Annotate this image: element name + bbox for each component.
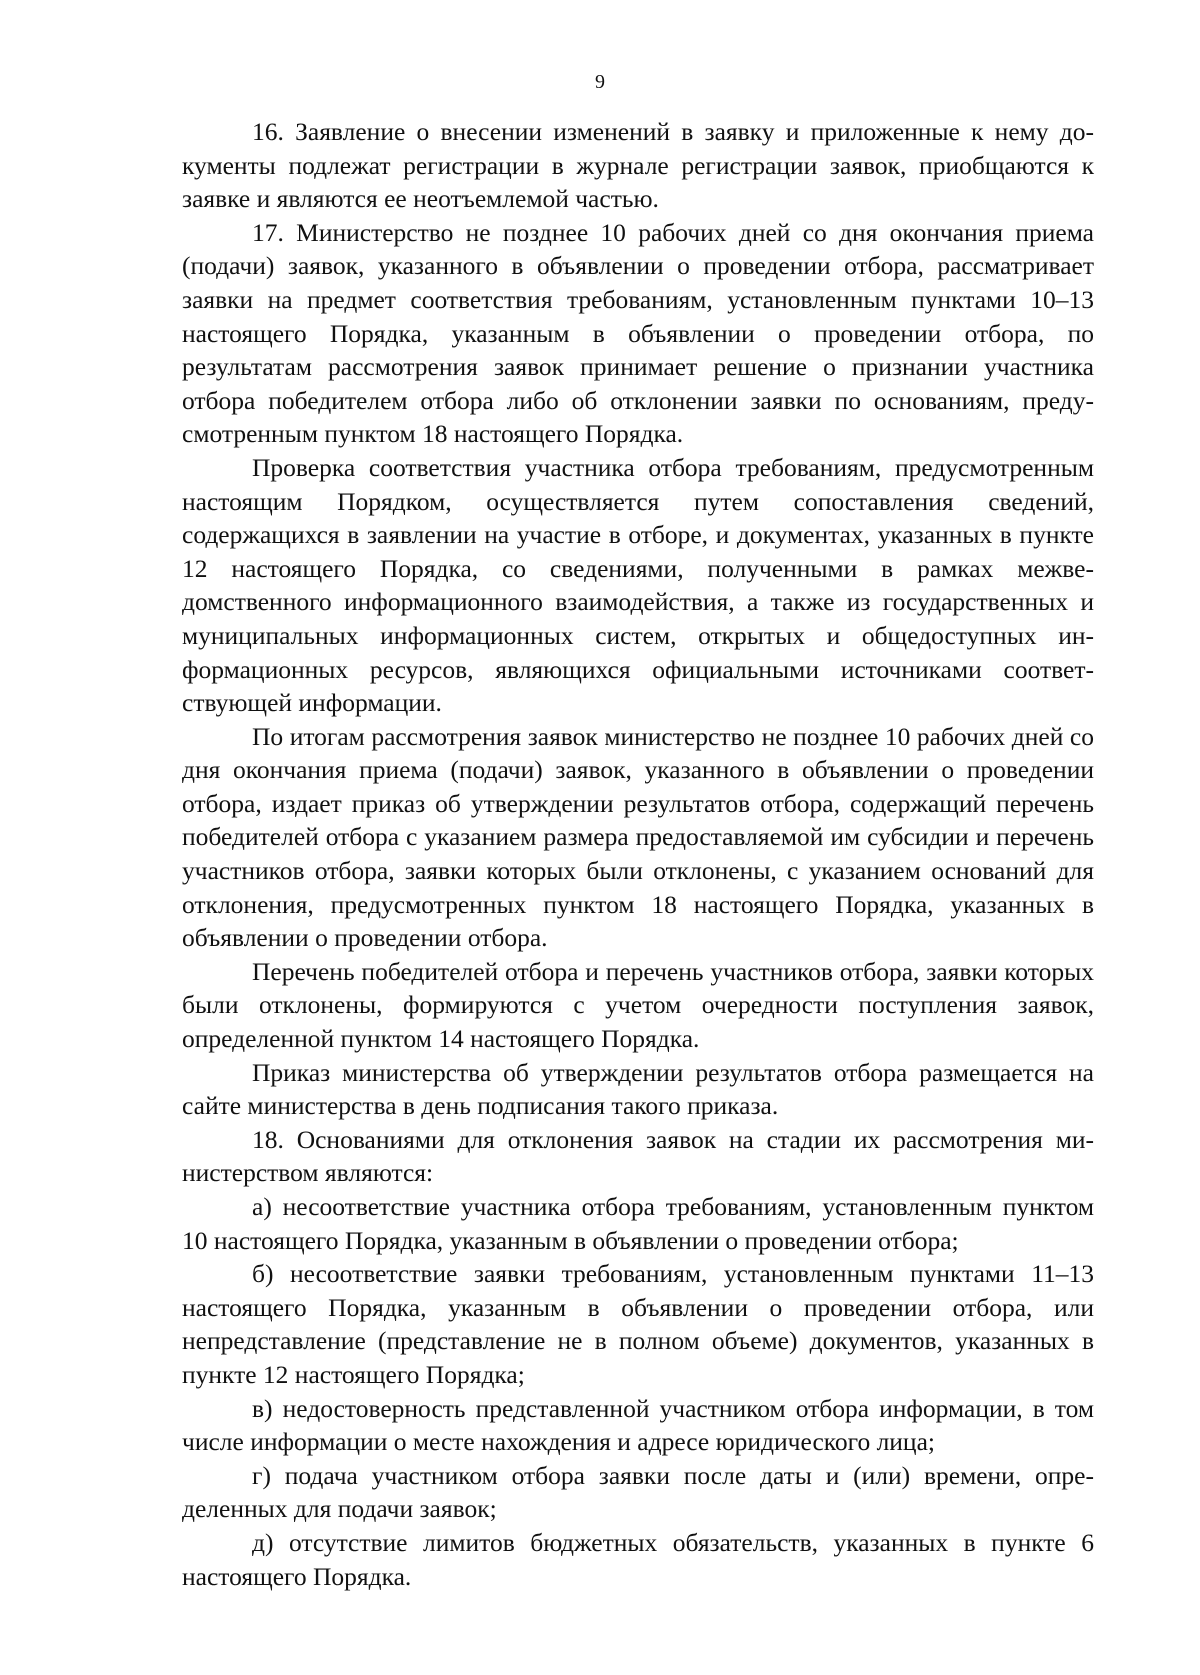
paragraph-18-item-g: г) подача участником отбора заявки после даты и (или) времени, определенных для подачи заявок; bbox=[182, 1460, 1094, 1524]
paragraph-18: 18. Основаниями для отклонения заявок на стадии их рассмотрения министерством являются: bbox=[182, 1124, 1094, 1188]
paragraph-18-item-d: д) отсутствие лимитов бюджетных обязательств, указанных в пункте 6 настоящего Порядка. bbox=[182, 1527, 1094, 1591]
paragraph-16: 16. Заявление о внесении изменений в заявку и приложенные к нему документы подлежат регистрации в журнале регистрации заявок, приобщаются к заявке и являются ее неотъемлемой частью. bbox=[182, 117, 1094, 214]
document-body bbox=[182, 115, 1094, 1593]
paragraph-18-item-b: б) несоответствие заявки требованиям, установленным пунктами 11–13 настоящего Порядка, указанным в объявлении о проведении отбора, или непредставление (представление не в полном объеме) документов, указанных в пункте 12 настоящего Порядка; bbox=[182, 1259, 1094, 1389]
paragraph-17-verification: Проверка соответствия участника отбора требованиям, предусмотренным настоящим Порядком, осуществляется путем сопоставления сведений, содержащихся в заявлении на участие в отборе, и документах, указанных в пункте 12 настоящего Порядка, со сведениями, полученными в рамках межведомственного информационного взаимодействия, а также из государственных и муниципальных информационных систем, открытых и общедоступных информационных ресурсов, являющихся официальными источниками соответствующей информации. bbox=[182, 452, 1094, 718]
paragraph-17: 17. Министерство не позднее 10 рабочих дней со дня окончания приема (подачи) заявок, указанного в объявлении о проведении отбора, рассматривает заявки на предмет соответствия требованиям, установленным пунктами 10–13 настоящего Порядка, указанным в объявлении о проведении отбора, по результатам рассмотрения заявок принимает решение о признании участника отбора победителем отбора либо об отклонении заявки по основаниям, предусмотренным пунктом 18 настоящего Порядка. bbox=[182, 217, 1094, 449]
paragraph-17-winners-list: Перечень победителей отбора и перечень участников отбора, заявки которых были отклонены, формируются с учетом очередности поступления заявок, определенной пунктом 14 настоящего Порядка. bbox=[182, 956, 1094, 1054]
paragraph-18-item-v: в) недостоверность представленной участником отбора информации, в том числе информации о месте нахождения и адресе юридического лица; bbox=[182, 1393, 1094, 1457]
paragraph-17-results: По итогам рассмотрения заявок министерство не позднее 10 рабочих дней со дня окончания приема (подачи) заявок, указанного в объявлении о проведении отбора, издает приказ об утверждении результатов отбора, содержащий перечень победителей отбора с указанием размера предоставляемой им субсидии и перечень участников отбора, заявки которых были отклонены, с указанием оснований для отклонения, предусмотренных пунктом 18 настоящего Порядка, указанных в объявлении о проведении отбора. bbox=[182, 721, 1094, 953]
paragraph-17-order-publication: Приказ министерства об утверждении результатов отбора размещается на сайте министерства в день подписания такого приказа. bbox=[182, 1057, 1094, 1121]
paragraph-18-item-a: а) несоответствие участника отбора требованиям, установленным пунктом 10 настоящего Порядка, указанным в объявлении о проведении отбора; bbox=[182, 1192, 1094, 1255]
page-number: 9 bbox=[595, 71, 605, 93]
